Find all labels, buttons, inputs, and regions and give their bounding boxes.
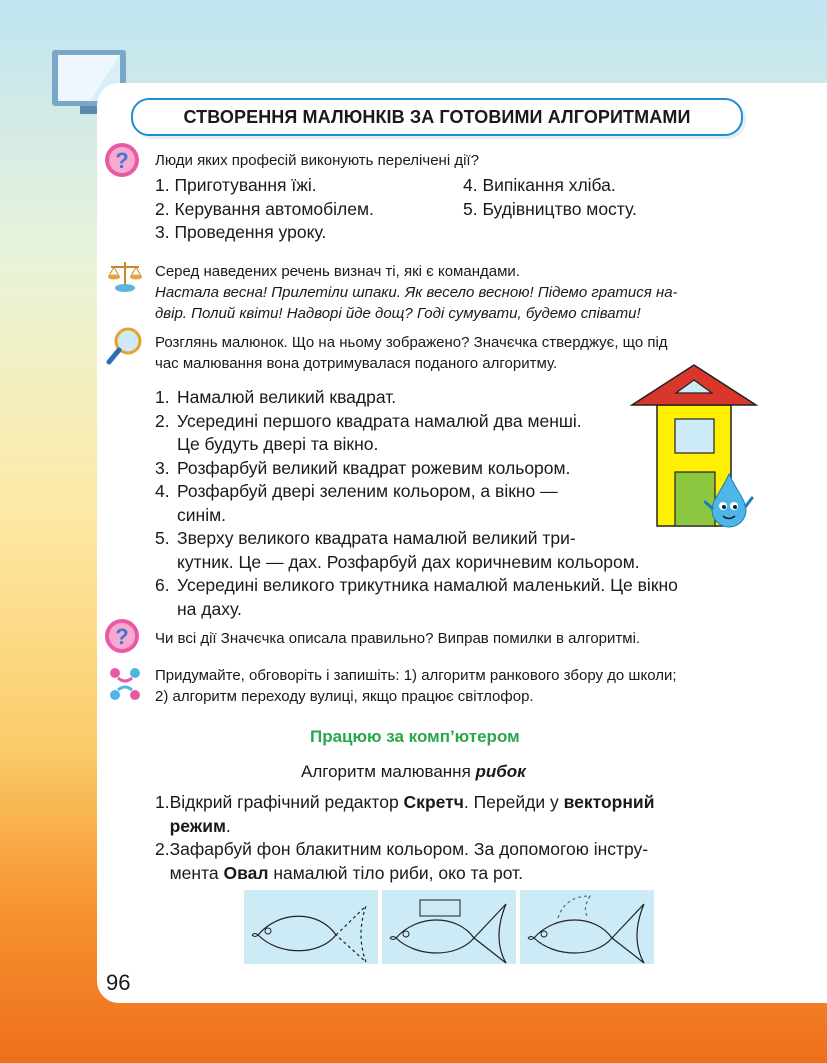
algorithm-subtitle: Алгоритм малювання рибок bbox=[301, 762, 526, 781]
q1-list-right bbox=[463, 174, 637, 221]
list-item: 2. Усередині першого квадрата намалюй два менші. Це будуть двері та вікно. bbox=[155, 410, 582, 454]
q2-sentences-line2: двір. Полий квіти! Надворі йде дощ? Годі сумувати, будемо співати! bbox=[155, 305, 641, 322]
page-title: СТВОРЕННЯ МАЛЮНКІВ ЗА ГОТОВИМИ АЛГОРИТМАМИ bbox=[131, 98, 743, 136]
page-number: 96 bbox=[106, 970, 131, 995]
q3-text-line1: Розглянь малюнок. Що на ньому зображено? Значєчка стверджує, що під bbox=[155, 334, 668, 351]
fish-step-image-2 bbox=[382, 890, 516, 964]
list-item: 1. Приготування їжі. bbox=[155, 175, 317, 195]
question-icon bbox=[104, 618, 140, 659]
svg-text:?: ? bbox=[115, 148, 129, 173]
q5-text-line2: 2) алгоритм переходу вулиці, якщо працює світлофор. bbox=[155, 688, 534, 705]
list-item: 5. Будівництво мосту. bbox=[463, 198, 637, 219]
list-item: 1. Намалюй великий квадрат. bbox=[155, 387, 397, 407]
list-item: 4. Розфарбуй двері зеленим кольором, а вікно — синім. bbox=[155, 481, 558, 525]
computer-steps bbox=[155, 791, 654, 885]
fish-step-image-3 bbox=[520, 890, 654, 964]
list-item: 5. Зверху великого квадрата намалюй великий три- кутник. Це — дах. Розфарбуй дах коричневим кольором. bbox=[155, 528, 640, 572]
list-item: 4. Випікання хліба. bbox=[463, 175, 616, 195]
q3-text-line2: час малювання вона дотримувалася поданого алгоритму. bbox=[155, 355, 558, 372]
q1-list-left bbox=[155, 174, 374, 245]
list-item: 1. Відкрий графічний редактор Скретч. Перейди у векторний режим. bbox=[155, 792, 655, 836]
fish-step-image-1 bbox=[244, 890, 378, 964]
magnifier-icon bbox=[106, 326, 144, 371]
list-item: 3. Розфарбуй великий квадрат рожевим кольором. bbox=[155, 457, 571, 478]
question-icon bbox=[104, 142, 140, 183]
list-item: 2. Керування автомобілем. bbox=[155, 198, 374, 219]
svg-text:?: ? bbox=[115, 624, 129, 649]
section-heading: Працюю за комп’ютером bbox=[310, 727, 520, 746]
algorithm-list bbox=[155, 386, 678, 621]
list-item: 3. Проведення уроку. bbox=[155, 222, 327, 242]
q4-text: Чи всі дії Значєчка описала правильно? Виправ помилки в алгоритмі. bbox=[155, 630, 641, 647]
droplet-character-icon bbox=[704, 470, 754, 535]
q1-prompt: Люди яких професій виконують перелічені дії? bbox=[155, 152, 479, 169]
q2-sentences-line1: Настала весна! Прилетіли шпаки. Як весело весною! Підемо гратися на- bbox=[155, 284, 678, 301]
list-item: 6. Усередині великого трикутника намалюй маленький. Це вікно на даху. bbox=[155, 575, 678, 619]
list-item: 2. Зафарбуй фон блакитним кольором. За допомогою інстру- мента Овал намалюй тіло риби, око та рот. bbox=[155, 839, 649, 883]
group-work-icon bbox=[106, 664, 144, 709]
q2-prompt: Серед наведених речень визнач ті, які є командами. bbox=[155, 263, 520, 280]
scales-icon bbox=[106, 258, 144, 299]
q5-text-line1: Придумайте, обговоріть і запишіть: 1) алгоритм ранкового збору до школи; bbox=[155, 667, 677, 684]
